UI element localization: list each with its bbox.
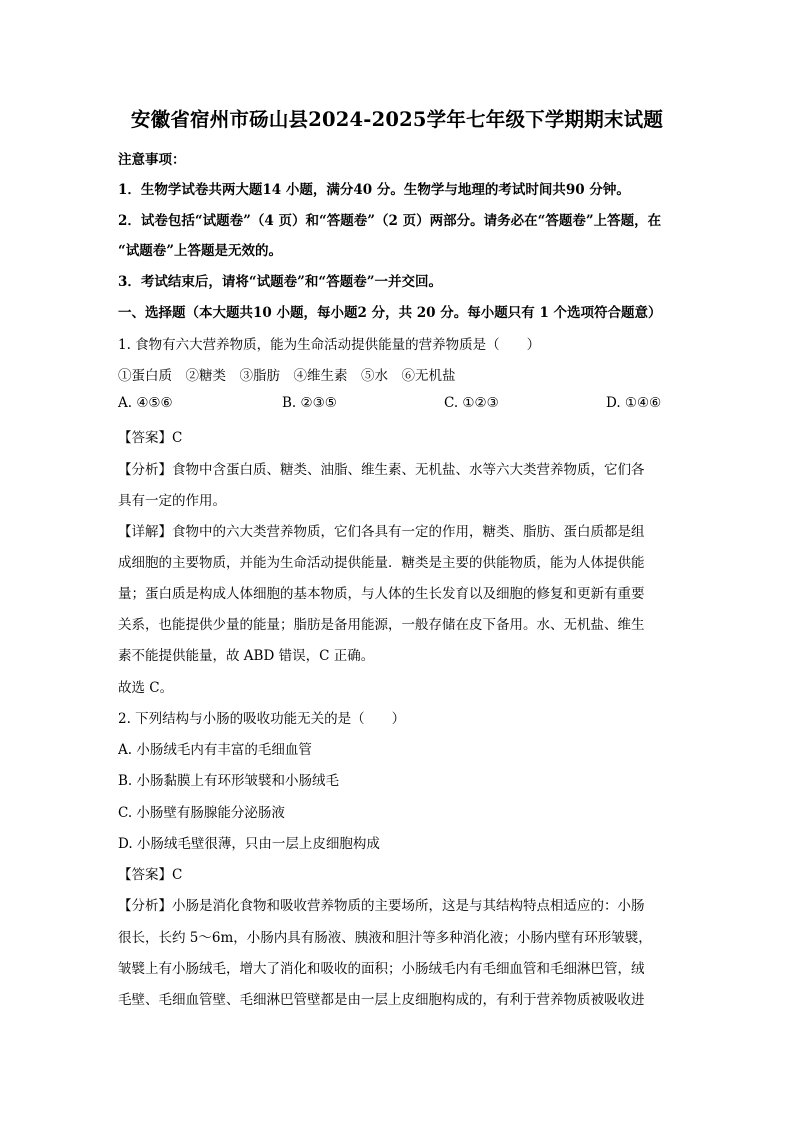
question-1-analysis-line: 【分析】食物中含蛋白质、糖类、油脂、维生素、无机盐、水等六大类营养物质，它们各	[118, 462, 645, 478]
question-2-option-b: B. 小肠黏膜上有环形皱襞和小肠绒毛	[118, 773, 340, 789]
question-1-detail-line: 量；蛋白质是构成人体细胞的基本物质，与人体的生长发育以及细胞的修复和更新有重要	[118, 586, 645, 602]
option-b: B. ②③⑤	[282, 395, 337, 411]
section-heading: 一、选择题（本大题共10 小题，每小题2 分，共 20 分。每小题只有 1 个选项符合题意）	[118, 305, 662, 321]
notice-header: 注意事项：	[118, 152, 186, 168]
question-2-option-c: C. 小肠壁有肠腺能分泌肠液	[118, 805, 285, 821]
question-1-answer: 【答案】C	[118, 430, 183, 446]
notice-item-3: 3．考试结束后，请将“试题卷”和“答题卷”一并交回。	[118, 274, 442, 290]
option-d: D. ①④⑥	[606, 395, 662, 411]
question-1-items: ①蛋白质 ②糖类 ③脂肪 ④维生素 ⑤水 ⑥无机盐	[118, 368, 456, 384]
notice-item-2: 2．试卷包括“试题卷”（4 页）和“答题卷”（2 页）两部分。请务必在“答题卷”上答题，在	[118, 213, 662, 229]
question-2-analysis-line: 【分析】小肠是消化食物和吸收营养物质的主要场所，这是与其结构特点相适应的：小肠	[118, 898, 645, 914]
question-1-choice: 故选 C。	[118, 680, 174, 696]
notice-item-2-cont: “试题卷”上答题是无效的。	[118, 243, 283, 259]
question-1-detail-line: 【详解】食物中的六大类营养物质，它们各具有一定的作用，糖类、脂肪、蛋白质都是组	[118, 524, 645, 540]
question-1-detail-line: 成细胞的主要物质，并能为生命活动提供能量．糖类是主要的供能物质，能为人体提供能	[118, 555, 645, 571]
question-2-option-a: A. 小肠绒毛内有丰富的毛细血管	[118, 742, 312, 758]
question-2-analysis-line: 很长，长约 5～6m，小肠内具有肠液、胰液和胆汁等多种消化液；小肠内壁有环形皱襞，	[118, 930, 652, 946]
question-1-detail-line: 素不能提供能量，故 ABD 错误，C 正确。	[118, 648, 375, 664]
page-title: 安徽省宿州市砀山县2024-2025学年七年级下学期期末试题	[130, 108, 664, 131]
question-2-stem: 2. 下列结构与小肠的吸收功能无关的是（ ）	[118, 711, 406, 727]
question-2-analysis-line: 皱襞上有小肠绒毛，增大了消化和吸收的面积；小肠绒毛内有毛细血管和毛细淋巴管，绒	[118, 961, 645, 977]
question-2-option-d: D. 小肠绒毛壁很薄，只由一层上皮细胞构成	[118, 836, 380, 852]
question-2-answer: 【答案】C	[118, 867, 183, 883]
notice-item-1: 1．生物学试卷共两大题14 小题，满分40 分。生物学与地理的考试时间共90 分钟。	[118, 182, 630, 198]
option-a: A. ④⑤⑥	[118, 395, 173, 411]
question-2-analysis-line: 毛壁、毛细血管壁、毛细淋巴管壁都是由一层上皮细胞构成的，有利于营养物质被吸收进	[118, 992, 645, 1008]
question-1-stem: 1. 食物有六大营养物质，能为生命活动提供能量的营养物质是（ ）	[118, 337, 541, 353]
question-1-analysis-line: 具有一定的作用。	[118, 493, 226, 509]
option-c: C. ①②③	[444, 395, 499, 411]
question-1-detail-line: 关系，也能提供少量的能量；脂肪是备用能源，一般存储在皮下备用。水、无机盐、维生	[118, 617, 645, 633]
